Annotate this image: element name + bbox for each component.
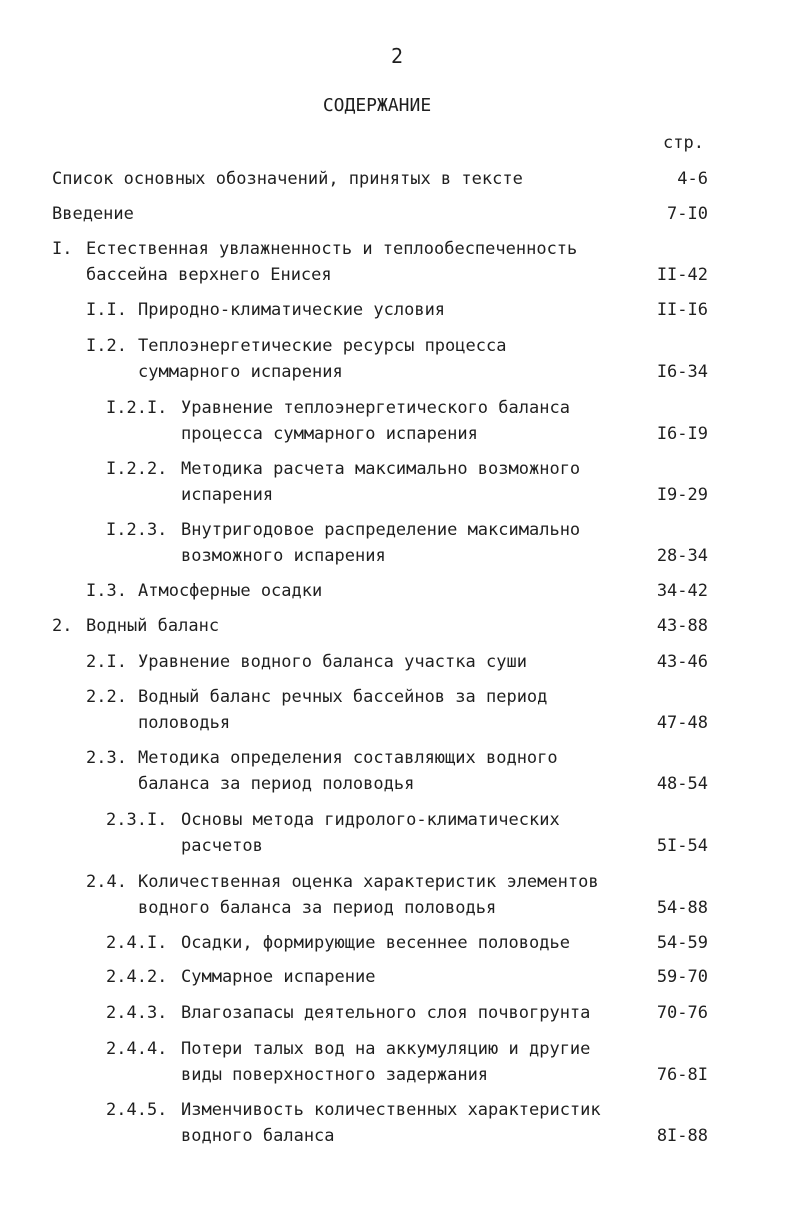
toc-entry-pages: 48-54 xyxy=(656,774,708,794)
toc-entry-line: Изменчивость количественных характеристик xyxy=(181,1100,601,1120)
toc-entry-line: суммарного испарения xyxy=(138,362,343,382)
page-number: 2 xyxy=(390,44,404,68)
toc-entry-line: Водный баланс речных бассейнов за период xyxy=(138,687,548,707)
toc-entry-number: I.2.I. xyxy=(106,398,168,418)
toc-entry-title xyxy=(138,684,547,736)
toc-entry-number: 2.3. xyxy=(86,748,127,768)
toc-entry-title xyxy=(138,649,527,675)
toc-entry-number: 2.4.I. xyxy=(106,933,168,953)
toc-entry-pages: 4-6 xyxy=(677,169,708,189)
toc-entry-line: Влагозапасы деятельного слоя почвогрунта xyxy=(181,1003,591,1023)
toc-entry-pages: 47-48 xyxy=(656,713,708,733)
toc-entry-line: Естественная увлажненность и теплообеспеченность xyxy=(86,239,578,259)
toc-entry-pages: 5I-54 xyxy=(656,836,708,856)
toc-entry-number: 2.4.4. xyxy=(106,1039,168,1059)
toc-entry-pages: 43-46 xyxy=(656,652,708,672)
toc-entry-title xyxy=(181,1097,601,1149)
toc-entry-pages: 8I-88 xyxy=(656,1126,708,1146)
toc-entry-line: Внутригодовое распределение максимально xyxy=(181,520,581,540)
toc-entry-number: 2.4. xyxy=(86,872,127,892)
toc-entry-line: Потери талых вод на аккумуляцию и другие xyxy=(181,1039,591,1059)
toc-entry-line: Теплоэнергетические ресурсы процесса xyxy=(138,336,507,356)
toc-entry-pages: 54-59 xyxy=(656,933,708,953)
toc-entry-pages: 28-34 xyxy=(656,546,708,566)
toc-entry-pages: 70-76 xyxy=(656,1003,708,1023)
toc-entry-number: I.2.3. xyxy=(106,520,168,540)
toc-entry-number: 2.2. xyxy=(86,687,127,707)
toc-entry-title xyxy=(86,613,219,639)
toc-entry-title xyxy=(138,578,322,604)
toc-entry-pages: 7-I0 xyxy=(667,204,708,224)
toc-entry-line: Основы метода гидролого-климатических xyxy=(181,810,560,830)
toc-entry-line: Уравнение водного баланса участка суши xyxy=(138,652,527,672)
toc-entry-title xyxy=(181,807,560,859)
toc-entry-title xyxy=(181,456,580,508)
toc-entry-title xyxy=(181,395,570,447)
toc-entry-title xyxy=(52,201,134,227)
toc-entry-pages: 59-70 xyxy=(656,967,708,987)
toc-entry-line: Водный баланс xyxy=(86,616,220,636)
toc-entry-pages: II-42 xyxy=(656,265,708,285)
toc-entry-title xyxy=(181,1000,590,1026)
toc-entry-title xyxy=(181,1036,590,1088)
toc-entry-pages: 43-88 xyxy=(656,616,708,636)
toc-entry-line: Количественная оценка характеристик элементов xyxy=(138,872,599,892)
toc-entry-line: бассейна верхнего Енисея xyxy=(86,265,332,285)
toc-entry-title xyxy=(138,333,506,385)
toc-entry-title xyxy=(138,745,558,797)
toc-entry-pages: 34-42 xyxy=(656,581,708,601)
toc-entry-pages: II-I6 xyxy=(656,300,708,320)
toc-entry-line: баланса за период половодья xyxy=(138,774,415,794)
toc-entry-number: 2. xyxy=(52,616,73,636)
toc-entry-title xyxy=(181,517,580,569)
toc-entry-number: I.2. xyxy=(86,336,127,356)
toc-entry-title xyxy=(138,869,599,921)
pages-column-label: стр. xyxy=(663,133,704,153)
toc-entry-line: виды поверхностного задержания xyxy=(181,1065,489,1085)
toc-entry-title xyxy=(181,964,375,990)
toc-entry-line: процесса суммарного испарения xyxy=(181,424,478,444)
toc-entry-number: 2.4.5. xyxy=(106,1100,168,1120)
toc-entry-line: Список основных обозначений, принятых в тексте xyxy=(52,169,523,189)
toc-entry-pages: I9-29 xyxy=(656,485,708,505)
toc-entry-line: водного баланса за период половодья xyxy=(138,898,497,918)
toc-entry-title xyxy=(138,297,445,323)
toc-entry-line: Атмосферные осадки xyxy=(138,581,323,601)
toc-entry-number: I.3. xyxy=(86,581,127,601)
toc-entry-line: Методика расчета максимально возможного xyxy=(181,459,581,479)
toc-entry-pages: I6-I9 xyxy=(656,424,708,444)
toc-entry-line: Суммарное испарение xyxy=(181,967,376,987)
toc-entry-line: расчетов xyxy=(181,836,263,856)
toc-entry-line: половодья xyxy=(138,713,231,733)
toc-entry-number: 2.4.3. xyxy=(106,1003,168,1023)
toc-entry-number: 2.4.2. xyxy=(106,967,168,987)
toc-entry-number: I.I. xyxy=(86,300,127,320)
toc-entry-pages: I6-34 xyxy=(656,362,708,382)
toc-entry-line: Осадки, формирующие весеннее половодье xyxy=(181,933,570,953)
toc-entry-title xyxy=(52,166,523,192)
toc-entry-number: I. xyxy=(52,239,73,259)
toc-entry-line: Уравнение теплоэнергетического баланса xyxy=(181,398,570,418)
toc-entry-title xyxy=(86,236,577,288)
page-title: СОДЕРЖАНИЕ xyxy=(322,95,432,116)
toc-entry-line: Природно-климатические условия xyxy=(138,300,446,320)
toc-entry-number: 2.I. xyxy=(86,652,127,672)
toc-entry-line: Введение xyxy=(52,204,134,224)
toc-entry-pages: 54-88 xyxy=(656,898,708,918)
toc-entry-line: водного баланса xyxy=(181,1126,335,1146)
toc-entry-number: 2.3.I. xyxy=(106,810,168,830)
toc-entry-line: испарения xyxy=(181,485,274,505)
toc-entry-title xyxy=(181,930,570,956)
toc-entry-number: I.2.2. xyxy=(106,459,168,479)
toc-entry-pages: 76-8I xyxy=(656,1065,708,1085)
toc-entry-line: возможного испарения xyxy=(181,546,386,566)
toc-entry-line: Методика определения составляющих водного xyxy=(138,748,558,768)
